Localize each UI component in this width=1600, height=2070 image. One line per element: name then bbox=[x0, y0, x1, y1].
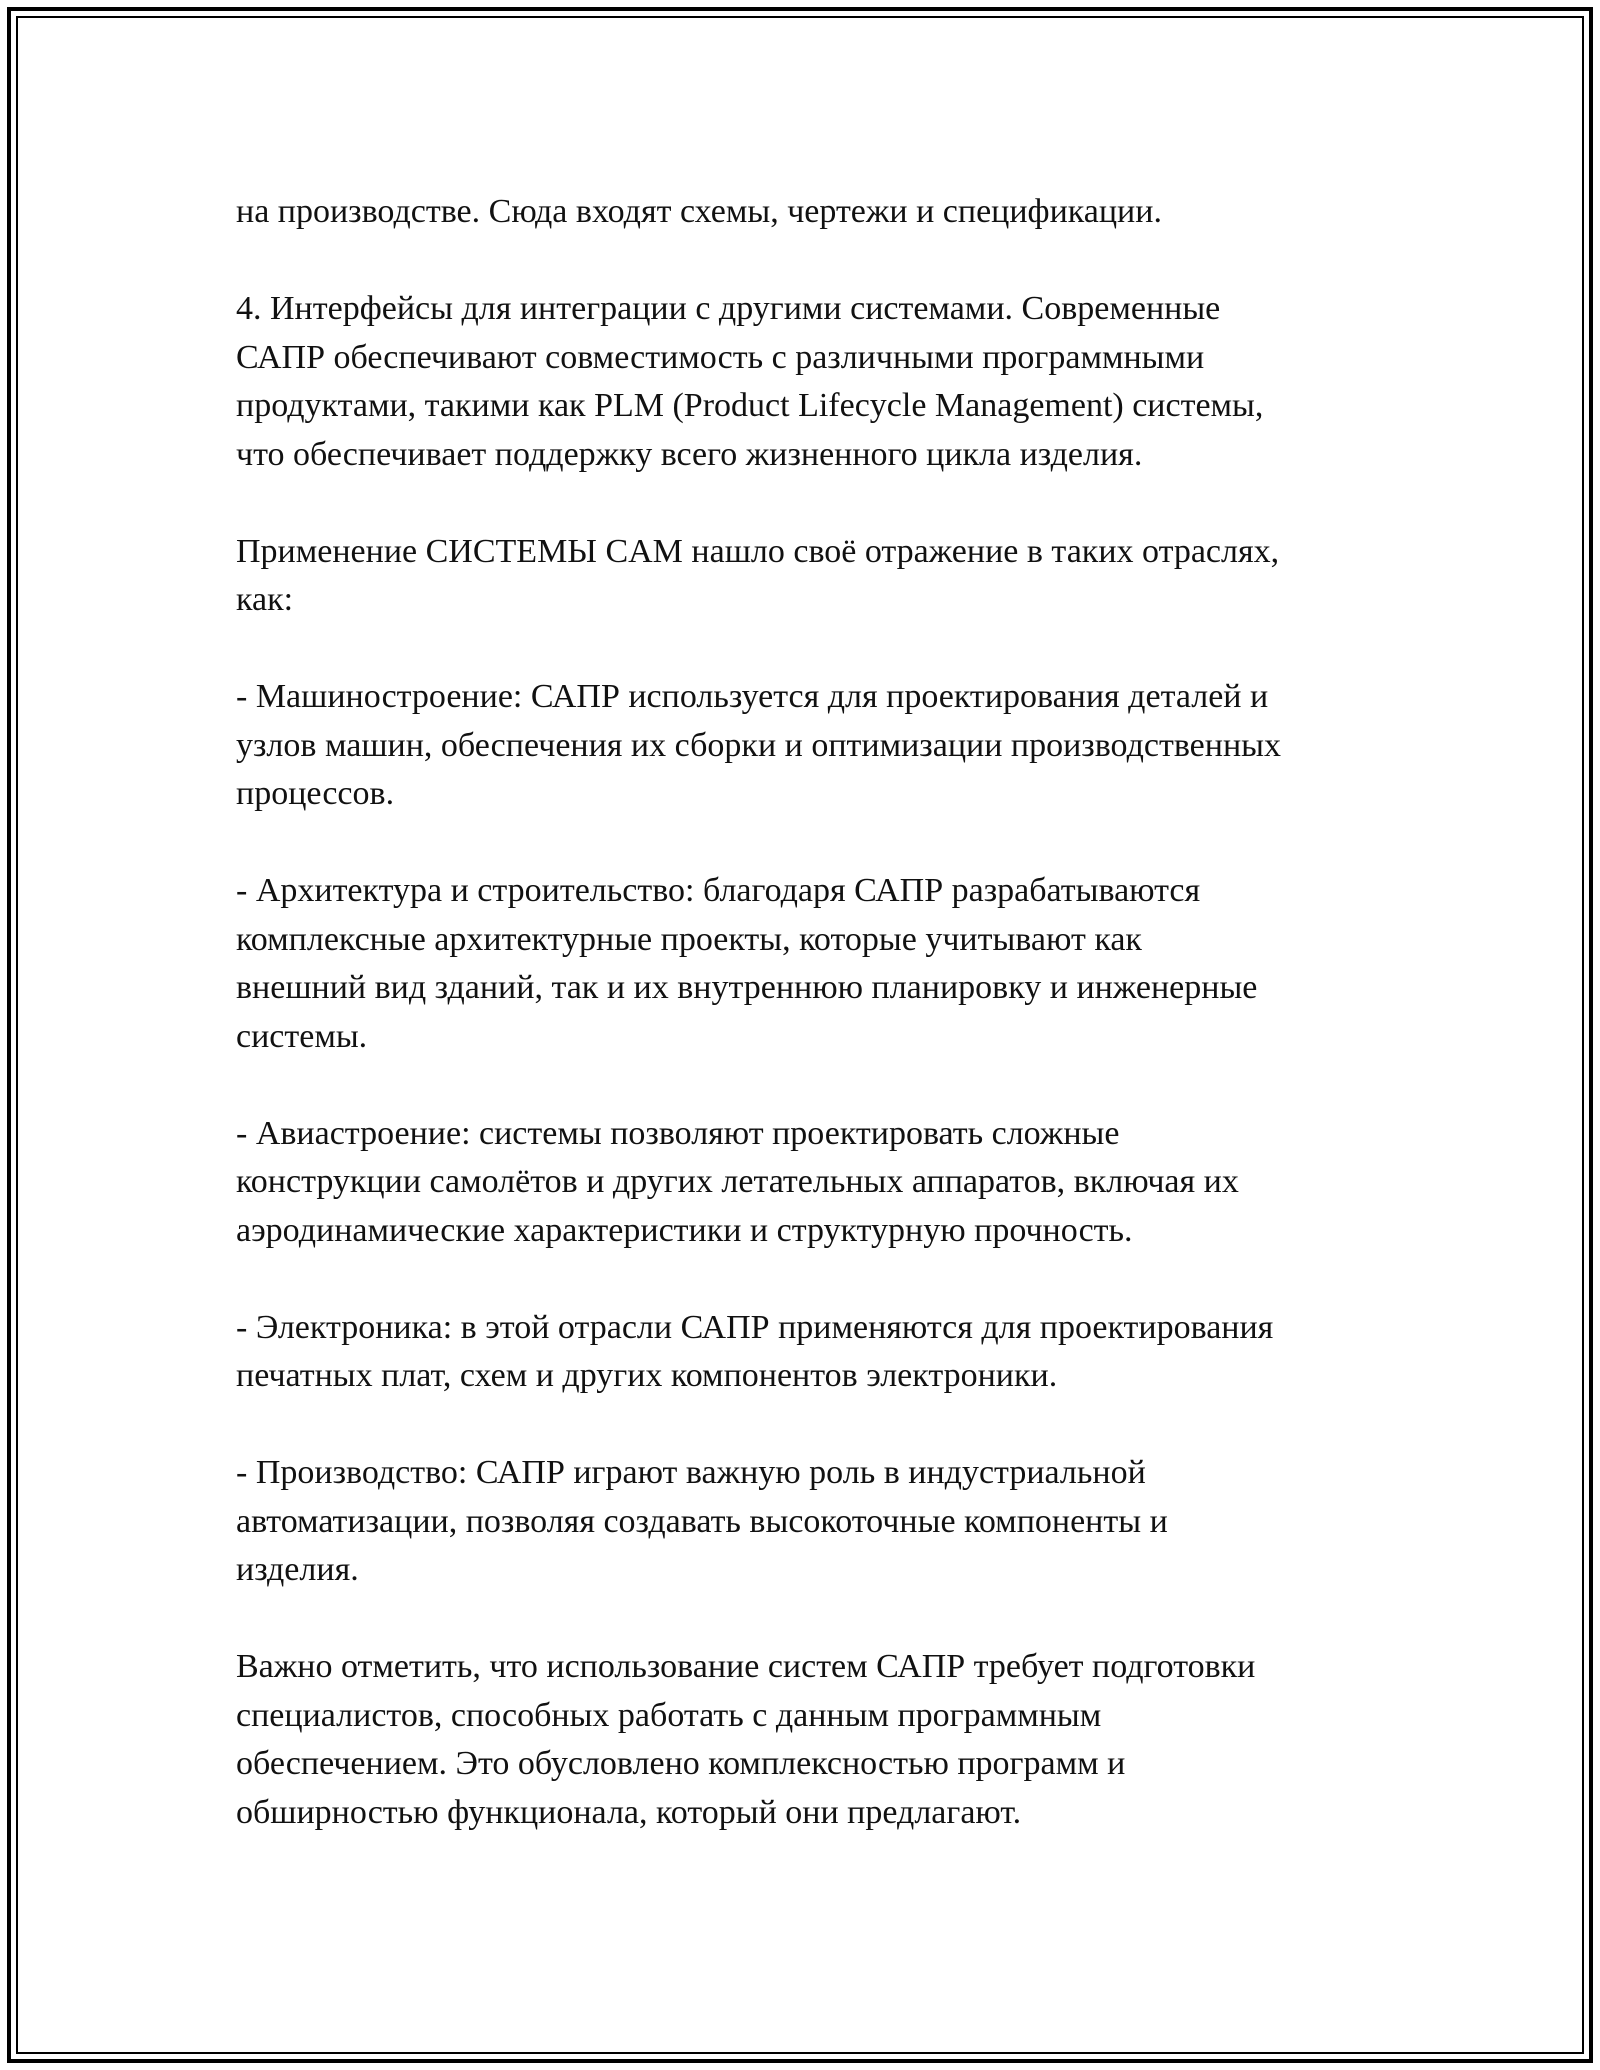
list-item-manufacturing: - Производство: САПР играют важную роль в индустриальной автоматизации, позволяя создавать высокоточные компоненты и изделия. bbox=[236, 1454, 1168, 1588]
list-item-mechanical-engineering: - Машиностроение: САПР используется для проектирования деталей и узлов машин, обеспечения их сборки и оптимизации производственных процессов. bbox=[236, 678, 1282, 812]
paragraph-intro-continuation: на производстве. Сюда входят схемы, чертежи и спецификации. bbox=[236, 193, 1162, 230]
list-item-aircraft: - Авиастроение: системы позволяют проектировать сложные конструкции самолётов и других летательных аппаратов, включая их аэродинамические характеристики и структурную прочность. bbox=[236, 1114, 1239, 1249]
paragraph-integration-interfaces: 4. Интерфейсы для интеграции с другими системами. Современные САПР обеспечивают совместимость с различными программными продуктами, такими как PLM (Product Lifecycle Management) системы, что обеспечивает поддержку всего жизненного цикла изделия. bbox=[236, 290, 1264, 473]
list-item-electronics: - Электроника: в этой отрасли САПР применяются для проектирования печатных плат, схем и других компонентов электроники. bbox=[236, 1308, 1274, 1394]
document-body bbox=[236, 188, 1396, 1837]
list-item-architecture: - Архитектура и строительство: благодаря САПР разрабатываются комплексные архитектурные проекты, которые учитывают как внешний вид зданий, так и их внутреннюю планировку и инженерные системы. bbox=[236, 872, 1258, 1055]
paragraph-conclusion: Важно отметить, что использование систем САПР требует подготовки специалистов, способных работать с данным программным обеспечением. Это обусловлено комплексностью программ и обширностью функционала, который они предлагают. bbox=[236, 1648, 1256, 1831]
paragraph-cam-application: Применение СИСТЕМЫ CAM нашло своё отражение в таких отраслях, как: bbox=[236, 532, 1280, 618]
